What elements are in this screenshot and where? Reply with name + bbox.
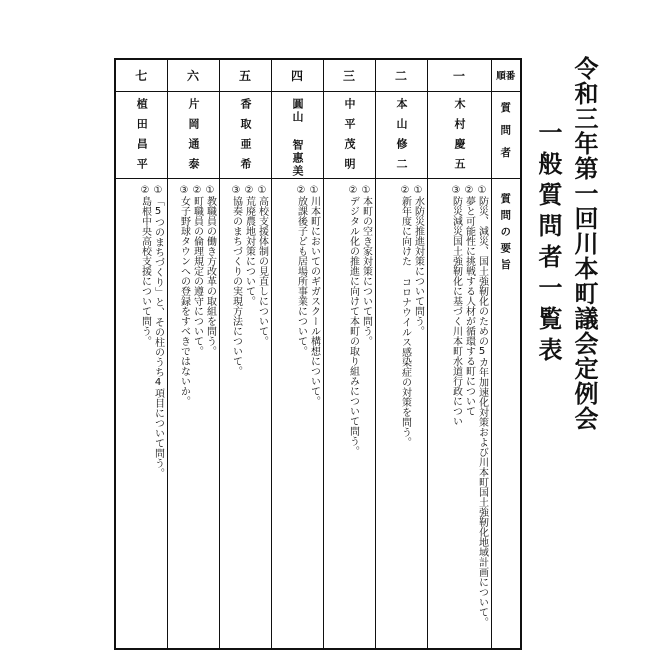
questioner-name-2: 本山修二	[393, 98, 409, 178]
question-summary-6	[178, 185, 217, 644]
row-number-5: 五	[219, 59, 271, 91]
document-title: 令和三年第一回川本町議会定例会	[570, 56, 598, 431]
question-item: ①「5つのまちづくり」と、その柱のうち4項目について問う。	[152, 185, 165, 644]
question-item: ②デジタル化の推進に向けて本町の取り組みについて問う。	[347, 185, 360, 644]
question-item: ③防災減災国土強靭化に基づく川本町水道行政につい	[450, 185, 463, 644]
row-number-4: 四	[271, 59, 323, 91]
question-item: ②夢と可能性に挑戦する人材が循環する町について	[463, 185, 476, 644]
header-questioner: 質問者	[498, 92, 513, 170]
questioner-name-4: 圓山 智惠美	[289, 98, 305, 178]
header-summary: 質問の要旨	[498, 179, 513, 276]
question-item: ②放課後子ども居場所事業について。	[295, 185, 308, 644]
question-item: ①水防災推進対策について問う。	[412, 185, 425, 644]
question-item: ①川本町においてのギガスクール構想について。	[308, 185, 321, 644]
question-item: ①高校支援体制の見直しについて。	[256, 185, 269, 644]
number-row	[115, 59, 521, 91]
question-item: ①教職員の働き方改革の取組を問う。	[204, 185, 217, 644]
row-number-3: 三	[323, 59, 375, 91]
question-item: ①防災、減災、国土強靭化のための5カ年加速化対策および川本町国土強靭化地域計画について。	[476, 185, 489, 644]
question-item: ②荒廃農地対策について。	[243, 185, 256, 644]
document-subtitle: 一般質問者一覧表	[534, 120, 562, 368]
row-number-6: 六	[167, 59, 219, 91]
question-summary-3	[347, 185, 373, 644]
question-summary-4	[295, 185, 321, 644]
questioner-name-7: 植田昌平	[133, 98, 149, 178]
questioner-name-6: 片岡通泰	[185, 98, 201, 178]
name-row	[115, 91, 521, 178]
questioner-table	[114, 58, 522, 650]
question-summary-2	[399, 185, 425, 644]
question-item: ②島根中央高校支援について問う。	[139, 185, 152, 644]
header-order: 順番	[491, 59, 521, 91]
row-number-1: 一	[427, 59, 491, 91]
question-item: ②町職員の倫理規定の遵守について。	[191, 185, 204, 644]
question-item: ①本町の空き家対策について問う。	[360, 185, 373, 644]
row-number-2: 二	[375, 59, 427, 91]
questioner-name-1: 木村慶五	[451, 98, 467, 178]
questions-row	[115, 178, 521, 649]
question-summary-1	[450, 185, 489, 644]
question-item: ③協奏のまちづくりの実現方法について。	[230, 185, 243, 644]
question-item: ②新年度に向けた コロナウイルス感染症の対策を問う。	[399, 185, 412, 644]
row-number-7: 七	[115, 59, 167, 91]
question-summary-5	[230, 185, 269, 644]
question-item: ③女子野球タウンへの登録をすべきではないか。	[178, 185, 191, 644]
question-summary-7	[139, 185, 165, 644]
questioner-name-3: 中平茂明	[341, 98, 357, 178]
questioner-name-5: 香取亜希	[237, 98, 253, 178]
